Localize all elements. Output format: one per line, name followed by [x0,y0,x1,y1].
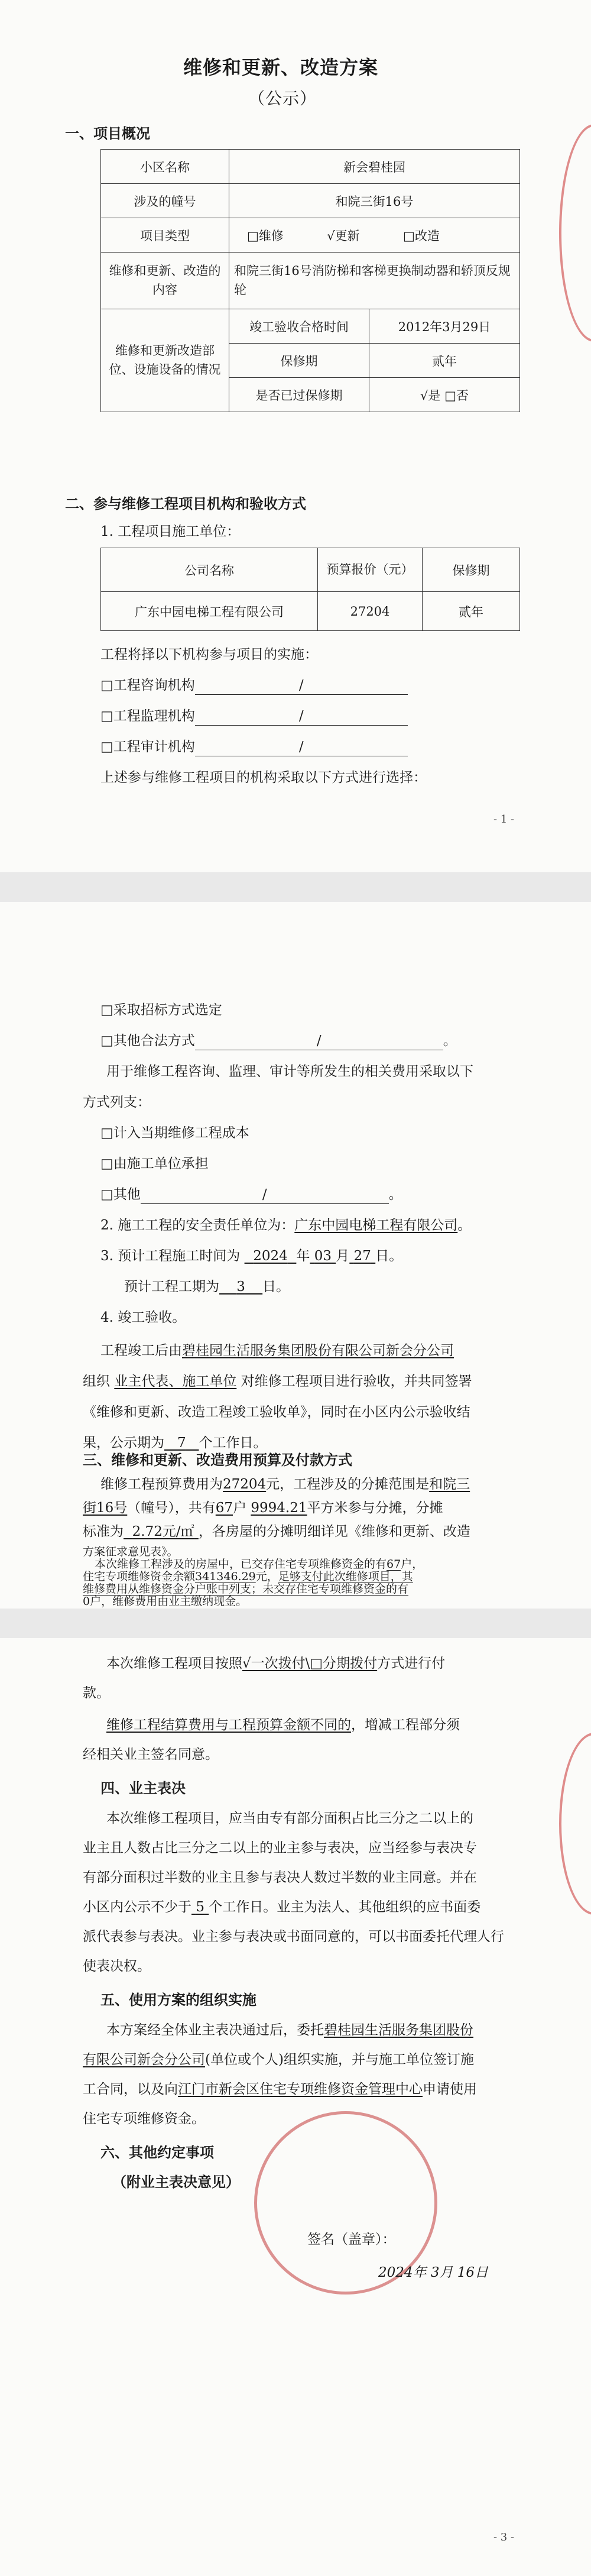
payment-line2: 款。 [83,1685,110,1701]
label-maintenance-content: 维修和更新、改造的内容 [101,253,229,309]
contractor-name: 广东中园电梯工程有限公司 [101,592,318,631]
vote-line3: 有部分面积过半数的业主且参与表决人数过半数的业主同意。并在 [83,1870,477,1885]
option-tender: □采取招标方式选定 [100,1002,222,1018]
settlement-line1: 维修工程结算费用与工程预算金额不同的，增减工程部分须 [106,1717,460,1733]
acceptance-line1: 工程竣工后由碧桂园生活服务集团股份有限公司新会分公司 [100,1343,454,1358]
budget-line2: 街16号（幢号），共有67户 9994.21平方米参与分摊，分摊 [83,1500,443,1516]
col-warranty: 保修期 [423,548,520,592]
acceptance-line4: 果，公示期为 7 个工作日。 [83,1435,267,1451]
vote-line2: 业主且人数占比三分之二以上的业主参与表决，应当经参与表决专 [83,1840,477,1856]
construction-date: 3. 预计工程施工时间为 2024 年 03 月 27 日。 [100,1248,403,1264]
value-warranty: 贰年 [369,344,520,378]
institutions-intro: 工程将择以下机构参与项目的实施： [100,647,318,662]
label-warranty-expired: 是否已过保修期 [229,378,369,412]
document-title: 维修和更新、改造方案 [183,56,379,79]
acceptance-heading: 4. 竣工验收。 [100,1310,186,1325]
implement-line1: 本方案经全体业主表决通过后，委托碧桂园生活服务集团股份 [106,2022,473,2038]
page-2 [0,902,591,1609]
implement-line4: 住宅专项维修资金。 [83,2111,205,2127]
section-1-heading: 一、项目概况 [65,125,150,142]
settlement-line2: 经相关业主签名同意。 [83,1747,219,1762]
implement-line2: 有限公司新会分公司(单位或个人)组织实施，并与施工单位签订施 [83,2052,474,2067]
option-supervision: □工程监理机构 / [100,708,408,726]
section-2-heading: 二、参与维修工程项目机构和验收方式 [65,495,306,512]
value-community-name: 新会碧桂园 [229,150,520,184]
option-update: √更新 [327,228,360,243]
value-maintenance-content: 和院三街16号消防梯和客梯更换制动器和轿顶反规轮 [229,253,520,309]
col-company-name: 公司名称 [101,548,318,592]
value-warranty-expired: √是 □否 [369,378,520,412]
label-acceptance-date: 竣工验收合格时间 [229,309,369,344]
acceptance-line2: 组织 业主代表、施工单位 对维修工程项目进行验收，并共同签署 [83,1374,472,1389]
contractor-budget: 27204 [318,592,423,631]
housing-fund-line4: 0户，维修费用由业主缴纳现金。 [83,1595,248,1608]
construction-duration: 预计工程工期为 3 日。 [124,1279,290,1295]
option-repair: □维修 [247,228,284,243]
official-seal-edge [559,124,591,342]
label-building-no: 涉及的幢号 [101,184,229,218]
vote-line5: 派代表参与表决。业主参与表决或书面同意的，可以书面委托代理人行 [83,1929,504,1944]
contractor-label: 1. 工程项目施工单位： [100,524,241,539]
value-acceptance-date: 2012年3月29日 [369,309,520,344]
section-5-heading: 五、使用方案的组织实施 [100,1991,256,2008]
option-current-cost: □计入当期维修工程成本 [100,1125,249,1141]
budget-line1: 维修工程预算费用为27204元，工程涉及的分摊范围是和院三 [100,1477,470,1492]
fee-method-line2: 方式列支： [83,1095,151,1110]
page-number-3: - 3 - [493,2531,515,2543]
contractor-table [100,548,520,631]
option-contractor-bears: □由施工单位承担 [100,1156,209,1172]
document-subtitle: （公示） [248,89,317,108]
attachment-note: （附业主表决意见） [112,2173,240,2190]
value-building-no: 和院三街16号 [229,184,520,218]
fee-method-line1: 用于维修工程咨询、监理、审计等所发生的相关费用采取以下 [106,1064,473,1079]
official-seal-edge-3 [559,1733,591,1915]
page-3 [0,1638,591,2576]
option-other-method: □其他合法方式 / 。 [100,1033,457,1050]
section-6-heading: 六、其他约定事项 [100,2144,214,2161]
housing-fund-line3: 维修费用从维修资金分户账中列支；未交存住宅专项维修资金的有 [83,1583,409,1596]
option-other-fee: □其他 / 。 [100,1187,402,1204]
signature-date: 2024年 3月 16日 [378,2265,489,2280]
label-community-name: 小区名称 [101,150,229,184]
housing-fund-line2: 住宅专项维修资金余额341346.29元，足够支付此次维修项目，其 [83,1570,413,1583]
page-1 [0,0,591,872]
option-consulting: □工程咨询机构 / [100,678,408,695]
budget-line4: 方案征求意见表》。 [83,1545,178,1558]
safety-unit: 2. 施工工程的安全责任单位为：广东中园电梯工程有限公司。 [100,1218,472,1233]
option-renovate: □改造 [402,228,440,243]
label-project-type: 项目类型 [101,218,229,253]
signature-label: 签名（盖章）： [307,2232,396,2247]
page-number-1: - 1 - [493,813,515,826]
project-overview-table [100,149,520,412]
budget-line3: 标准为 2.72元/㎡ ，各房屋的分摊明细详见《维修和更新、改造 [83,1524,470,1539]
option-audit: □工程审计机构 / [100,739,408,756]
implement-line3: 工合同，以及向江门市新会区住宅专项维修资金管理中心申请使用 [83,2082,477,2097]
acceptance-line3: 《维修和更新、改造工程竣工验收单》，同时在小区内公示验收结 [83,1404,470,1420]
vote-line1: 本次维修工程项目，应当由专有部分面积占比三分之二以上的 [106,1811,473,1826]
section-4-heading: 四、业主表决 [100,1779,186,1797]
contractor-warranty: 贰年 [423,592,520,631]
label-facility-condition: 维修和更新改造部位、设施设备的情况 [101,309,229,412]
vote-line6: 使表决权。 [83,1959,151,1974]
section-3-heading: 三、维修和更新、改造费用预算及付款方式 [83,1451,352,1468]
col-budget: 预算报价（元） [318,548,423,592]
housing-fund-line1: 本次维修工程涉及的房屋中，已交存住宅专项维修资金的有67户， [95,1558,424,1571]
selection-method-intro: 上述参与维修工程项目的机构采取以下方式进行选择： [100,770,427,785]
payment-line1: 本次维修工程项目按照√一次拨付\□分期拨付方式进行付 [106,1656,446,1671]
vote-line4: 小区内公示不少于 5 个工作日。业主为法人、其他组织的应书面委 [83,1899,481,1915]
label-warranty: 保修期 [229,344,369,378]
